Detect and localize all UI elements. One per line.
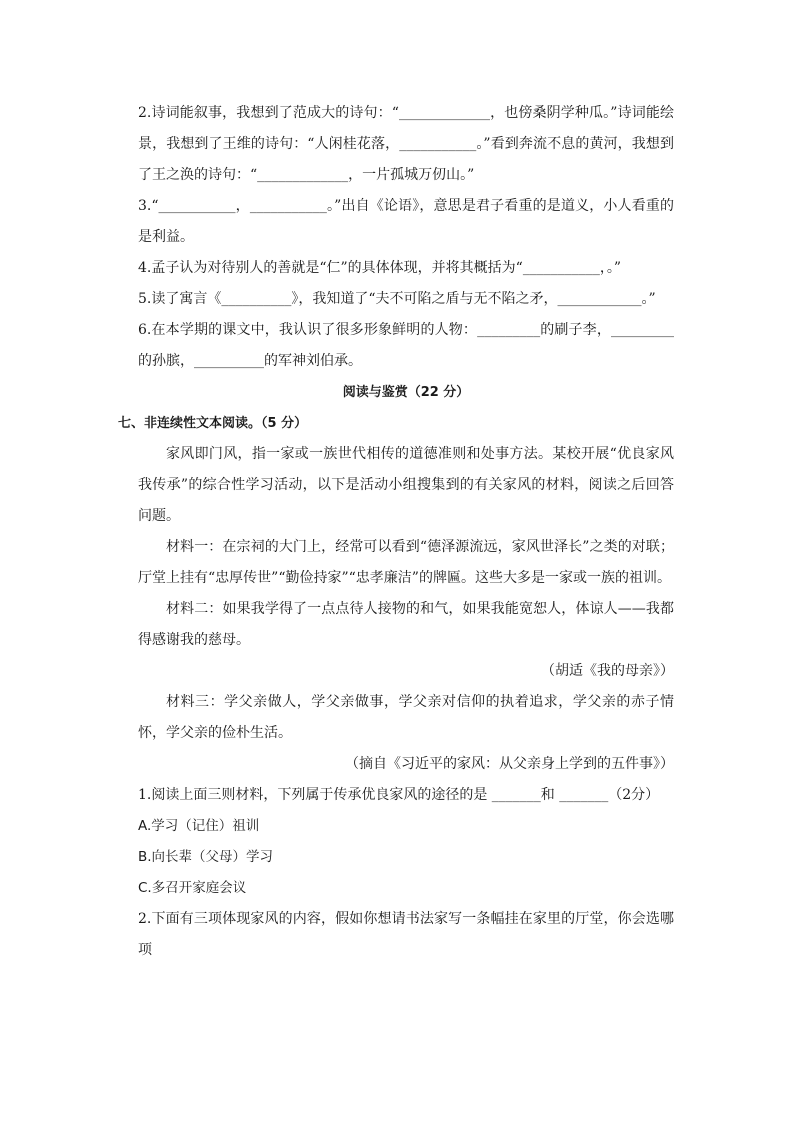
question-4-fill-in: 4.孟子认为对待别人的善就是“仁”的具体体现，并将其概括为“___________，。” (138, 260, 621, 276)
option-a: A.学习（记住）祖训 (138, 818, 260, 834)
material-three-source: （摘自《习近平的家风：从父亲身上学到的五件事》） (345, 756, 674, 772)
part7-intro: 家风即门风，指一家或一族世代相传的道德准则和处事方法。某校开展“优良家风我传承”的综合性学习活动，以下是活动小组搜集到的有关家风的材料，阅读之后回答问题。 (138, 446, 674, 524)
material-one: 材料一：在宗祠的大门上，经常可以看到“德泽源流远，家风世泽长”之类的对联；厅堂上挂有“忠厚传世”“勤俭持家”“忠孝廉洁”的牌匾。这些大多是一家或一族的祖训。 (138, 539, 674, 586)
question-2-fill-in: 2.诗词能叙事，我想到了范成大的诗句：“_____________，也傍桑阴学种瓜。”诗词能绘景，我想到了王维的诗句：“人闲桂花落，___________。”看到奔流不息的黄河，我想到了王之涣的诗句：“_____________，一片孤城万仞山。” (138, 105, 674, 183)
material-two-source: （胡适《我的母亲》） (541, 663, 674, 679)
question-5-fill-in: 5.读了寓言《__________》，我知道了“夫不可陷之盾与无不陷之矛，____________。” (138, 291, 656, 307)
part7-question-1: 1.阅读上面三则材料，下列属于传承优良家风的途径的是 _______和 _______（2分） (138, 787, 660, 803)
material-three: 材料三：学父亲做人，学父亲做事，学父亲对信仰的执着追求，学父亲的赤子情怀，学父亲的俭朴生活。 (138, 694, 674, 741)
material-two: 材料二：如果我学得了一点点待人接物的和气，如果我能宽恕人，体谅人——我都得感谢我的慈母。 (138, 601, 674, 648)
question-6-fill-in: 6.在本学期的课文中，我认识了很多形象鲜明的人物：_________的刷子李，_________的孙膑，__________的军神刘伯承。 (138, 322, 674, 369)
part7-heading: 七、非连续性文本阅读。（5 分） (118, 416, 308, 431)
part7-question-2: 2.下面有三项体现家风的内容，假如你想请书法家写一条幅挂在家里的厅堂，你会选哪项 (138, 911, 674, 958)
option-b: B.向长辈（父母）学习 (138, 849, 274, 865)
option-c: C.多召开家庭会议 (138, 880, 247, 896)
section-title: 阅读与鉴赏（22 分） (342, 385, 470, 400)
question-3-fill-in: 3.“___________，___________。”出自《论语》，意思是君子看重的是道义，小人看重的是利益。 (138, 198, 674, 245)
exam-page (118, 98, 674, 966)
